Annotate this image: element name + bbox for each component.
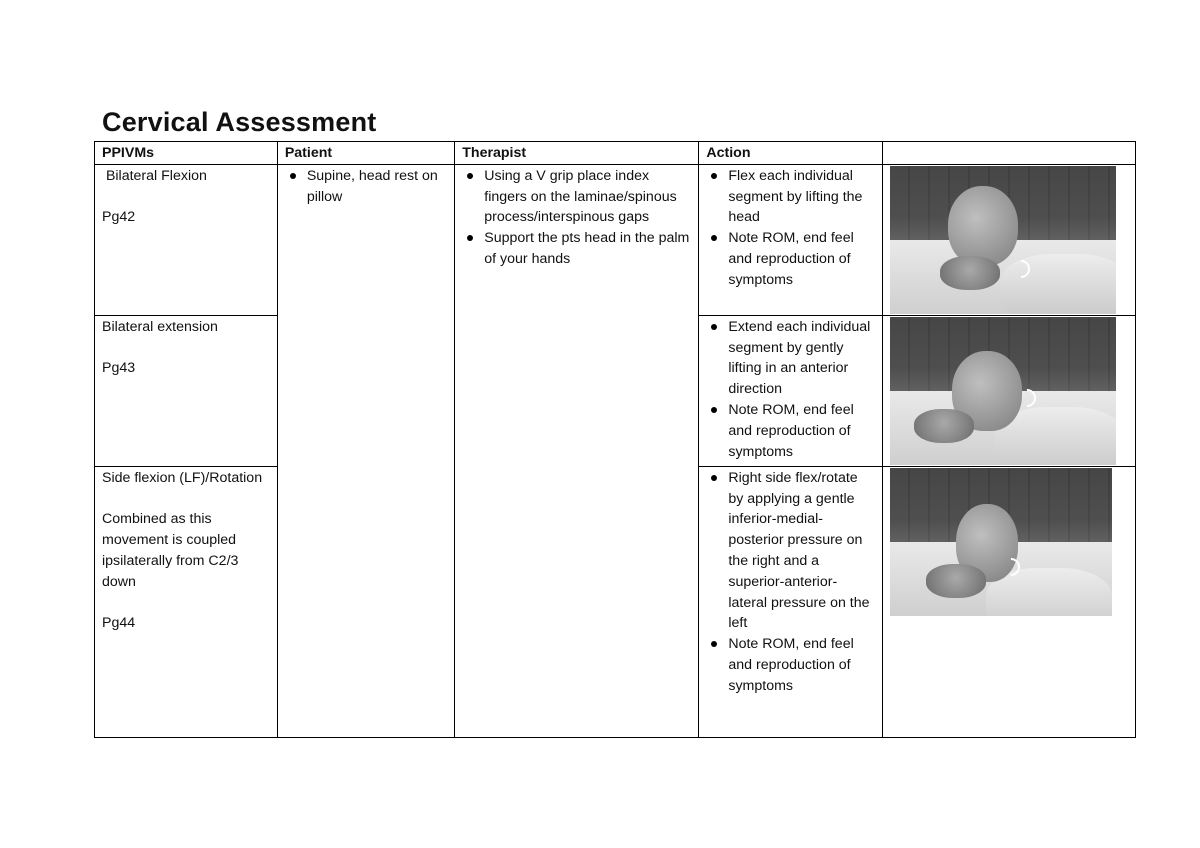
assessment-table [94,141,1136,738]
side-flexion-rotation-photo [890,468,1112,616]
ppivm-page-ref: Pg43 [102,360,136,377]
table-header-row [95,142,1136,165]
therapist-cell [455,164,699,737]
list-item: Note ROM, end feel and reproduction of symptoms [706,228,875,290]
action-cell [699,315,883,466]
list-item: Supine, head rest on pillow [285,166,447,208]
ppivm-name: Bilateral extension [102,318,218,335]
list-item: Support the pts head in the palm of your hands [462,228,691,270]
header-therapist: Therapist [455,142,699,165]
ppivm-cell [95,466,278,737]
patient-cell [277,164,454,737]
action-cell [699,164,883,315]
ppivm-page-ref: Pg44 [102,615,136,632]
ppivm-name: Side flexion (LF)/Rotation [102,469,263,486]
document-title: Cervical Assessment [102,107,377,137]
action-cell [699,466,883,737]
photo-cell [883,164,1136,315]
patient-list [285,166,447,208]
photo-cell [883,315,1136,466]
list-item: Using a V grip place index fingers on the laminae/spinous process/interspinous gaps [462,166,691,228]
ppivm-note: Combined as this movement is coupled ipsilaterally from C2/3 down [102,511,239,590]
header-patient: Patient [277,142,454,165]
list-item: Right side flex/rotate by applying a gentle inferior-medial-posterior pressure on the right and a superior-anterior-lateral pressure on the left [706,468,875,634]
header-action: Action [699,142,883,165]
ppivm-cell [95,315,278,466]
ppivm-cell [95,164,278,315]
action-list [706,166,875,291]
list-item: Note ROM, end feel and reproduction of symptoms [706,400,875,462]
action-list [706,468,875,697]
list-item: Flex each individual segment by lifting the head [706,166,875,228]
therapist-list [462,166,691,270]
bilateral-extension-photo [890,317,1116,465]
list-item: Note ROM, end feel and reproduction of symptoms [706,634,875,696]
bilateral-flexion-photo [890,166,1116,314]
ppivm-page-ref: Pg42 [102,209,136,226]
action-list [706,317,875,463]
ppivm-name: Bilateral Flexion [102,167,207,184]
table-row [95,164,1136,315]
header-ppivms: PPIVMs [95,142,278,165]
photo-cell [883,466,1136,737]
list-item: Extend each individual segment by gently lifting in an anterior direction [706,317,875,400]
header-image [883,142,1136,165]
